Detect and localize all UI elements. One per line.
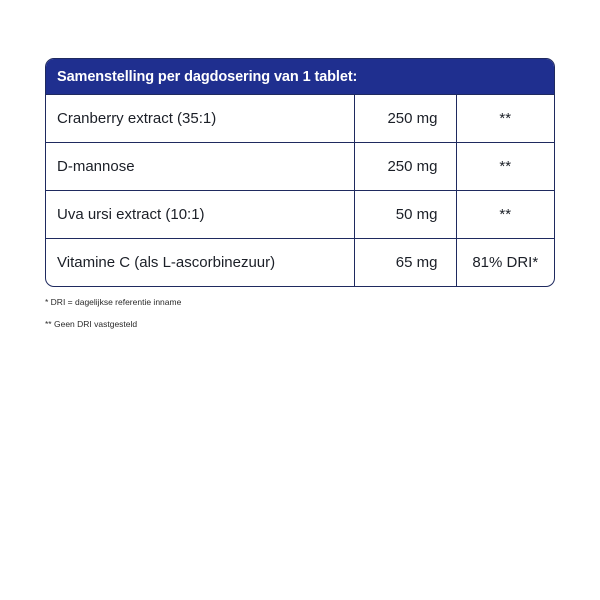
ingredient-amount: 250 mg bbox=[354, 143, 456, 191]
table-row bbox=[46, 143, 554, 191]
composition-table-panel bbox=[45, 58, 555, 287]
table-row bbox=[46, 191, 554, 239]
footnote-dri-definition: * DRI = dagelijkse referentie inname bbox=[45, 297, 182, 307]
ingredient-name: Cranberry extract (35:1) bbox=[46, 95, 354, 143]
table-row bbox=[46, 95, 554, 143]
table-header: Samenstelling per dagdosering van 1 tablet: bbox=[46, 59, 554, 94]
ingredient-name: Uva ursi extract (10:1) bbox=[46, 191, 354, 239]
ingredient-name: Vitamine C (als L-ascorbinezuur) bbox=[46, 239, 354, 287]
ingredient-amount: 65 mg bbox=[354, 239, 456, 287]
footnote-no-dri: ** Geen DRI vastgesteld bbox=[45, 319, 138, 329]
composition-table bbox=[46, 94, 554, 286]
ingredient-dri: 81% DRI* bbox=[456, 239, 554, 287]
table-row bbox=[46, 239, 554, 287]
ingredient-name: D-mannose bbox=[46, 143, 354, 191]
ingredient-amount: 250 mg bbox=[354, 95, 456, 143]
ingredient-dri: ** bbox=[456, 191, 554, 239]
ingredient-dri: ** bbox=[456, 143, 554, 191]
ingredient-dri: ** bbox=[456, 95, 554, 143]
ingredient-amount: 50 mg bbox=[354, 191, 456, 239]
